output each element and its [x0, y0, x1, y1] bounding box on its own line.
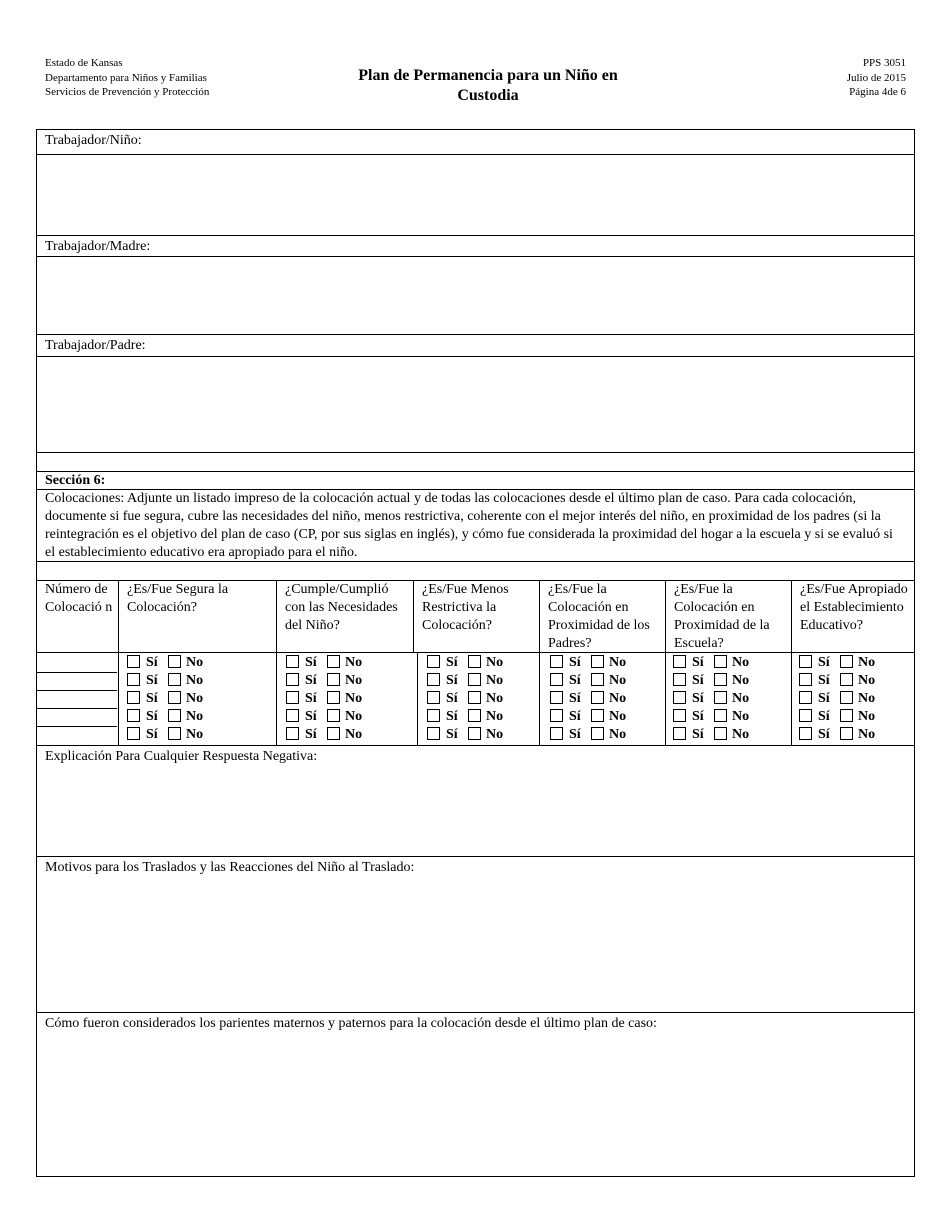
yes-no-pair-school	[673, 673, 749, 691]
placement-number-line	[37, 726, 117, 727]
yes-checkbox[interactable]	[286, 727, 299, 740]
no-label: No	[186, 727, 204, 742]
no-label: No	[186, 673, 204, 688]
yes-label: Sí	[146, 691, 158, 706]
no-checkbox[interactable]	[468, 727, 481, 740]
yes-label: Sí	[569, 709, 581, 724]
yes-label: Sí	[146, 727, 158, 742]
section6-title: Sección 6:	[37, 471, 914, 489]
no-label: No	[858, 691, 876, 706]
no-label: No	[858, 655, 876, 670]
yes-label: Sí	[692, 691, 704, 706]
no-checkbox[interactable]	[327, 709, 340, 722]
yes-checkbox[interactable]	[673, 673, 686, 686]
yes-no-pair-safe	[127, 655, 203, 673]
yes-no-pair-parents	[550, 673, 626, 691]
yes-checkbox[interactable]	[799, 673, 812, 686]
yes-label: Sí	[446, 727, 458, 742]
yes-no-pair-needs	[286, 727, 362, 745]
no-label: No	[732, 673, 750, 688]
no-checkbox[interactable]	[168, 673, 181, 686]
moves-section	[37, 856, 914, 1012]
col-header-safe: ¿Es/Fue Segura la Colocación?	[127, 582, 229, 615]
yes-no-pair-education	[799, 727, 875, 745]
col-header-education: ¿Es/Fue Apropiado el Establecimiento Educativo?	[800, 582, 908, 633]
yes-no-pair-parents	[550, 709, 626, 727]
no-label: No	[609, 709, 627, 724]
no-checkbox[interactable]	[468, 709, 481, 722]
yes-checkbox[interactable]	[673, 727, 686, 740]
col-header-school: ¿Es/Fue la Colocación en Proximidad de la Escuela?	[674, 582, 770, 651]
no-checkbox[interactable]	[840, 727, 853, 740]
negative-explanation-label: Explicación Para Cualquier Respuesta Negativa:	[45, 749, 318, 764]
yes-checkbox[interactable]	[673, 691, 686, 704]
worker-mother-label: Trabajador/Madre:	[37, 235, 914, 256]
yes-checkbox[interactable]	[286, 709, 299, 722]
yes-no-pair-education	[799, 709, 875, 727]
agency-block	[45, 56, 209, 100]
yes-no-pair-parents	[550, 691, 626, 709]
yes-no-pair-safe	[127, 709, 203, 727]
no-label: No	[732, 727, 750, 742]
yes-no-pair-restrictive	[427, 709, 503, 727]
yes-no-pair-education	[799, 673, 875, 691]
no-checkbox[interactable]	[168, 655, 181, 668]
form-date: Julio de 2015	[846, 71, 906, 84]
no-checkbox[interactable]	[327, 655, 340, 668]
relatives-section	[37, 1012, 914, 1176]
yes-no-pair-parents	[550, 727, 626, 745]
no-label: No	[345, 655, 363, 670]
no-label: No	[486, 727, 504, 742]
yes-checkbox[interactable]	[286, 655, 299, 668]
yes-no-pair-safe	[127, 691, 203, 709]
yes-label: Sí	[818, 709, 830, 724]
no-checkbox[interactable]	[327, 673, 340, 686]
yes-label: Sí	[446, 655, 458, 670]
no-label: No	[609, 673, 627, 688]
no-label: No	[345, 727, 363, 742]
yes-label: Sí	[305, 727, 317, 742]
yes-checkbox[interactable]	[799, 655, 812, 668]
yes-checkbox[interactable]	[673, 709, 686, 722]
no-checkbox[interactable]	[327, 727, 340, 740]
yes-checkbox[interactable]	[799, 727, 812, 740]
no-label: No	[486, 673, 504, 688]
no-label: No	[858, 727, 876, 742]
yes-checkbox[interactable]	[550, 691, 563, 704]
yes-checkbox[interactable]	[550, 709, 563, 722]
no-label: No	[858, 709, 876, 724]
yes-label: Sí	[146, 673, 158, 688]
no-label: No	[609, 655, 627, 670]
no-label: No	[732, 691, 750, 706]
yes-no-pair-needs	[286, 709, 362, 727]
yes-checkbox[interactable]	[127, 709, 140, 722]
yes-label: Sí	[818, 673, 830, 688]
yes-checkbox[interactable]	[799, 709, 812, 722]
negative-explanation-section	[37, 745, 914, 856]
no-checkbox[interactable]	[468, 655, 481, 668]
placement-number-line	[37, 672, 117, 673]
no-checkbox[interactable]	[714, 727, 727, 740]
agency-service: Servicios de Prevención y Protección	[45, 86, 210, 98]
no-checkbox[interactable]	[714, 655, 727, 668]
yes-no-pair-safe	[127, 673, 203, 691]
yes-no-pair-restrictive	[427, 655, 503, 673]
placement-number-line	[37, 690, 117, 691]
yes-no-pair-school	[673, 727, 749, 745]
permanency-plan-form	[36, 129, 915, 1177]
yes-label: Sí	[692, 709, 704, 724]
no-label: No	[732, 655, 750, 670]
worker-child-label: Trabajador/Niño:	[45, 133, 142, 148]
no-checkbox[interactable]	[591, 655, 604, 668]
spacer-row	[37, 452, 914, 471]
yes-label: Sí	[692, 673, 704, 688]
spacer-row-2	[37, 561, 914, 580]
no-label: No	[186, 691, 204, 706]
no-checkbox[interactable]	[168, 727, 181, 740]
worker-child-field[interactable]	[37, 154, 914, 235]
no-label: No	[345, 691, 363, 706]
no-label: No	[186, 655, 204, 670]
yes-checkbox[interactable]	[550, 655, 563, 668]
section6-instructions: Colocaciones: Adjunte un listado impreso de la colocación actual y de todas las colocaciones desde el último plan de caso. Para cada colocación, documente si fue segura, cubre las necesidades del niño, menos restrictiva, coherente con el mejor interés del niño, en proximidad de los padres (si la reintegración es el objetivo del plan de caso (CP, por sus siglas en inglés), y cómo fue considerada la proximidad del hogar a la escuela y si se evaluó si el establecimiento educativo era apropiado para el niño.	[37, 489, 914, 561]
yes-checkbox[interactable]	[427, 655, 440, 668]
yes-label: Sí	[146, 655, 158, 670]
no-label: No	[609, 691, 627, 706]
no-label: No	[345, 673, 363, 688]
yes-no-pair-school	[673, 655, 749, 673]
yes-checkbox[interactable]	[286, 673, 299, 686]
no-checkbox[interactable]	[840, 655, 853, 668]
yes-no-pair-education	[799, 691, 875, 709]
yes-checkbox[interactable]	[127, 691, 140, 704]
col-header-parents: ¿Es/Fue la Colocación en Proximidad de los Padres?	[548, 582, 650, 651]
yes-label: Sí	[692, 727, 704, 742]
no-checkbox[interactable]	[714, 673, 727, 686]
yes-no-pair-safe	[127, 727, 203, 745]
yes-label: Sí	[446, 709, 458, 724]
yes-label: Sí	[818, 727, 830, 742]
no-checkbox[interactable]	[840, 709, 853, 722]
yes-no-pair-school	[673, 709, 749, 727]
no-checkbox[interactable]	[591, 709, 604, 722]
yes-label: Sí	[305, 655, 317, 670]
yes-label: Sí	[569, 673, 581, 688]
col-header-placement-number: Número de Colocació n	[45, 582, 113, 615]
yes-no-pair-needs	[286, 691, 362, 709]
yes-label: Sí	[305, 691, 317, 706]
yes-label: Sí	[569, 655, 581, 670]
no-label: No	[345, 709, 363, 724]
agency-department: Departamento para Niños y Familias	[45, 71, 207, 84]
no-checkbox[interactable]	[327, 691, 340, 704]
yes-checkbox[interactable]	[427, 673, 440, 686]
yes-checkbox[interactable]	[427, 691, 440, 704]
yes-checkbox[interactable]	[799, 691, 812, 704]
yes-no-pair-restrictive	[427, 673, 503, 691]
relatives-label: Cómo fueron considerados los parientes maternos y paternos para la colocación desde el último plan de caso:	[45, 1016, 657, 1031]
yes-checkbox[interactable]	[127, 655, 140, 668]
yes-checkbox[interactable]	[127, 727, 140, 740]
no-label: No	[486, 655, 504, 670]
no-checkbox[interactable]	[468, 691, 481, 704]
form-id-block	[847, 56, 906, 100]
yes-checkbox[interactable]	[127, 673, 140, 686]
no-checkbox[interactable]	[840, 673, 853, 686]
no-label: No	[609, 727, 627, 742]
yes-label: Sí	[305, 673, 317, 688]
yes-label: Sí	[146, 709, 158, 724]
agency-state: Estado de Kansas	[45, 57, 123, 69]
yes-no-pair-needs	[286, 673, 362, 691]
no-checkbox[interactable]	[591, 691, 604, 704]
no-label: No	[186, 709, 204, 724]
no-checkbox[interactable]	[714, 709, 727, 722]
col-header-restrictive: ¿Es/Fue Menos Restrictiva la Colocación?	[413, 581, 539, 652]
yes-checkbox[interactable]	[427, 709, 440, 722]
document-title: Plan de Permanencia para un Niño en Custodia	[358, 67, 618, 104]
form-number: PPS 3051	[862, 57, 906, 69]
yes-checkbox[interactable]	[550, 727, 563, 740]
no-label: No	[858, 673, 876, 688]
yes-no-pair-restrictive	[427, 727, 503, 745]
yes-checkbox[interactable]	[286, 691, 299, 704]
no-checkbox[interactable]	[591, 673, 604, 686]
no-label: No	[486, 691, 504, 706]
no-checkbox[interactable]	[591, 727, 604, 740]
table-header-divider	[37, 652, 914, 653]
no-checkbox[interactable]	[840, 691, 853, 704]
yes-label: Sí	[818, 691, 830, 706]
no-checkbox[interactable]	[468, 673, 481, 686]
worker-father-label: Trabajador/Padre:	[37, 334, 914, 356]
yes-no-pair-education	[799, 655, 875, 673]
worker-father-field[interactable]	[37, 356, 914, 452]
yes-label: Sí	[446, 673, 458, 688]
yes-no-pair-parents	[550, 655, 626, 673]
no-label: No	[732, 709, 750, 724]
no-checkbox[interactable]	[714, 691, 727, 704]
moves-label: Motivos para los Traslados y las Reacciones del Niño al Traslado:	[45, 860, 415, 875]
yes-label: Sí	[569, 691, 581, 706]
yes-label: Sí	[305, 709, 317, 724]
yes-label: Sí	[569, 727, 581, 742]
yes-no-pair-school	[673, 691, 749, 709]
placement-number-line	[37, 708, 117, 709]
yes-no-pair-needs	[286, 655, 362, 673]
no-checkbox[interactable]	[168, 709, 181, 722]
no-label: No	[486, 709, 504, 724]
yes-label: Sí	[446, 691, 458, 706]
col-header-needs: ¿Cumple/Cumplió con las Necesidades del Niño?	[276, 581, 413, 652]
page-number: Página 4de 6	[849, 86, 906, 98]
no-checkbox[interactable]	[168, 691, 181, 704]
placement-table	[37, 580, 914, 745]
worker-mother-field[interactable]	[37, 256, 914, 334]
yes-checkbox[interactable]	[673, 655, 686, 668]
yes-label: Sí	[692, 655, 704, 670]
yes-label: Sí	[818, 655, 830, 670]
yes-checkbox[interactable]	[427, 727, 440, 740]
yes-checkbox[interactable]	[550, 673, 563, 686]
yes-no-pair-restrictive	[427, 691, 503, 709]
